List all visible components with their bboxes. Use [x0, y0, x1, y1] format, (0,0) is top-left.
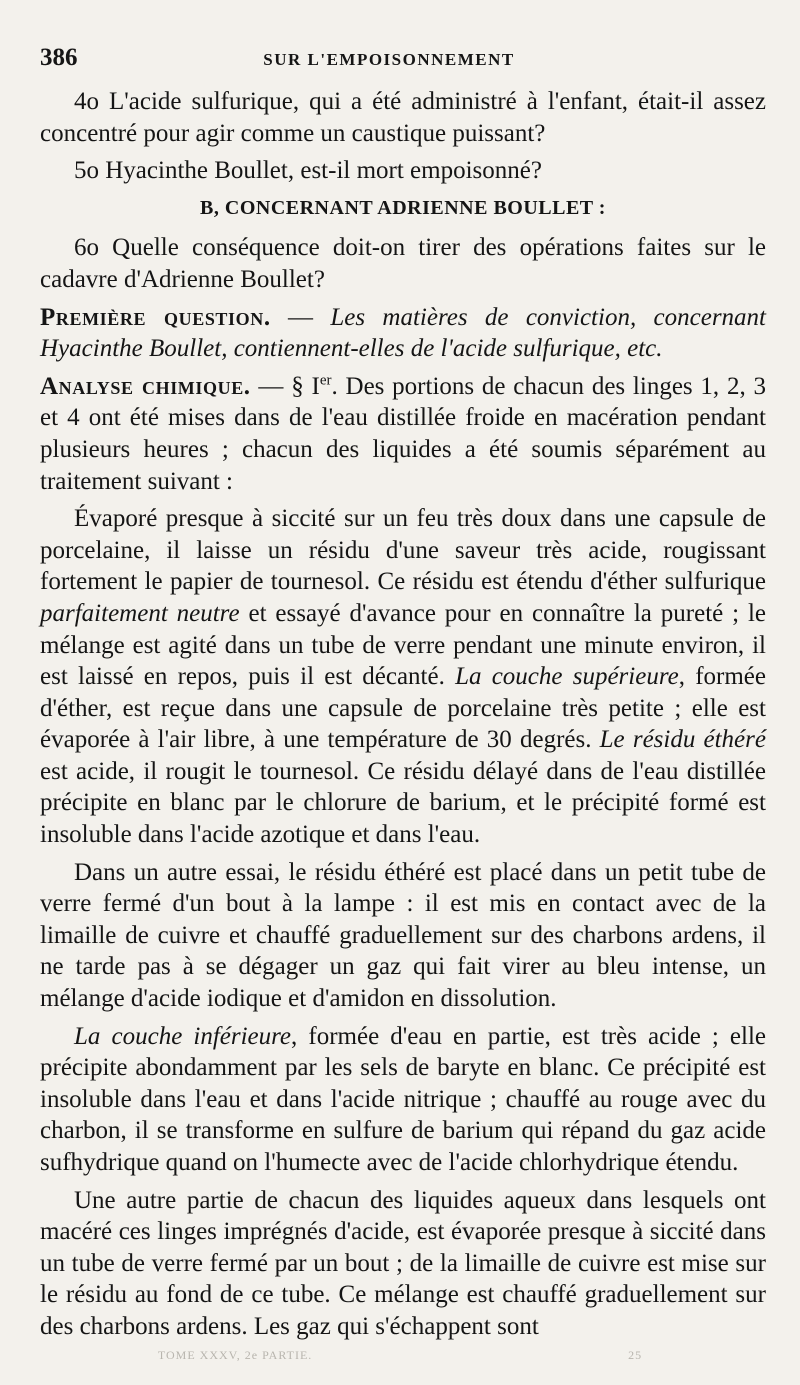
analysis-text: . Des portions de chacun des linges 1, 2, 3 et 4 ont été mises dans de l'eau distillée froide en macération pendant plusieurs heures ; chacun des liquides a été soumis séparément au traitement suivant : — [40, 372, 766, 495]
first-question-paragraph — [40, 302, 766, 365]
page-footer — [0, 1348, 800, 1363]
lower-layer-italic: La couche inférieure — [74, 1022, 292, 1050]
analysis-label: Analyse chimique. — [40, 372, 251, 400]
evaporation-italic-1: parfaitement neutre — [40, 599, 240, 627]
question-4: 4o L'acide sulfurique, qui a été administré à l'enfant, était-il assez concentré pour agir comme un caustique puissant? — [40, 88, 766, 147]
analysis-section-mark: — § I — [250, 372, 320, 400]
evaporation-italic-3: Le résidu éthéré — [599, 726, 766, 754]
running-title: SUR L'EMPOISONNEMENT — [263, 50, 515, 69]
evaporation-text-2: et essayé d'avance pour en connaître la pureté ; le mélange est agité dans un tube de verre pendant une minute environ, il est laissé en repos, puis il est décanté. — [40, 599, 766, 691]
section-heading-b: B, CONCERNANT ADRIENNE BOULLET : — [200, 196, 606, 219]
analysis-section-sup: er — [319, 372, 332, 389]
other-part-paragraph: Une autre partie de chacun des liquides aqueux dans lesquels ont macéré ces linges imprégnés d'acide, est évaporée presque à siccité dans un tube de verre fermé par un bout ; de la limaille de cuivre est mise sur le résidu au fond de ce tube. Ce mélange est chauffé graduellement sur des charbons ardens. Les gaz qui s'échappent sont — [40, 1186, 766, 1340]
lower-layer-paragraph — [40, 1021, 766, 1179]
footer-volume: TOME XXXV, 2e PARTIE. — [157, 1348, 313, 1362]
running-head — [40, 44, 766, 72]
first-question-text: Les matières de conviction, concernant Hyacinthe Boullet, contiennent-elles de l'acide sulfurique, etc. — [40, 303, 766, 363]
page-number: 386 — [40, 44, 78, 71]
evaporation-text-3: , formée d'éther, est reçue dans une capsule de porcelaine très petite ; elle est évaporée à l'air libre, à une température de 30 degrés. — [40, 663, 767, 754]
question-5: 5o Hyacinthe Boullet, est-il mort empoisonné? — [74, 157, 542, 185]
analysis-paragraph — [40, 371, 766, 497]
evaporation-italic-2: La couche supérieure — [455, 663, 679, 691]
question-6: 6o Quelle conséquence doit-on tirer des opérations faites sur le cadavre d'Adrienne Boullet? — [40, 234, 766, 293]
evaporation-text-4: est acide, il rougit le tournesol. Ce résidu délayé dans de l'eau distillée précipite en blanc par le chlorure de barium, et le précipité formé est insoluble dans l'acide azotique et dans l'eau. — [40, 757, 766, 849]
second-test-paragraph: Dans un autre essai, le résidu éthéré est placé dans un petit tube de verre fermé d'un bout à la lampe : il est mis en contact avec de la limaille de cuivre et chauffé graduellement sur des charbons ardens, il ne tarde pas à se dégager un gaz qui fait virer au bleu intense, un mélange d'acide iodique et d'amidon en dissolution. — [40, 858, 766, 1013]
first-question-label: Première question. — [40, 303, 271, 331]
evaporation-paragraph — [40, 503, 766, 851]
lower-layer-text: , formée d'eau en partie, est très acide ; elle précipite abondamment par les sels de baryte en blanc. Ce précipité est insoluble dans l'eau et dans l'acide nitrique ; chauffé au rouge avec du charbon, il se transforme en sulfure de barium qui répand du gaz acide sufhydrique quand on l'humecte avec de l'acide chlorhydrique étendu. — [40, 1022, 766, 1176]
first-question-dash: — — [270, 303, 331, 331]
footer-signature: 25 — [628, 1348, 643, 1362]
evaporation-text-1: Évaporé presque à siccité sur un feu très doux dans une capsule de porcelaine, il laisse un résidu d'une saveur très acide, rougissant fortement le papier de tournesol. Ce résidu est étendu d'éther sulfurique — [40, 505, 766, 596]
